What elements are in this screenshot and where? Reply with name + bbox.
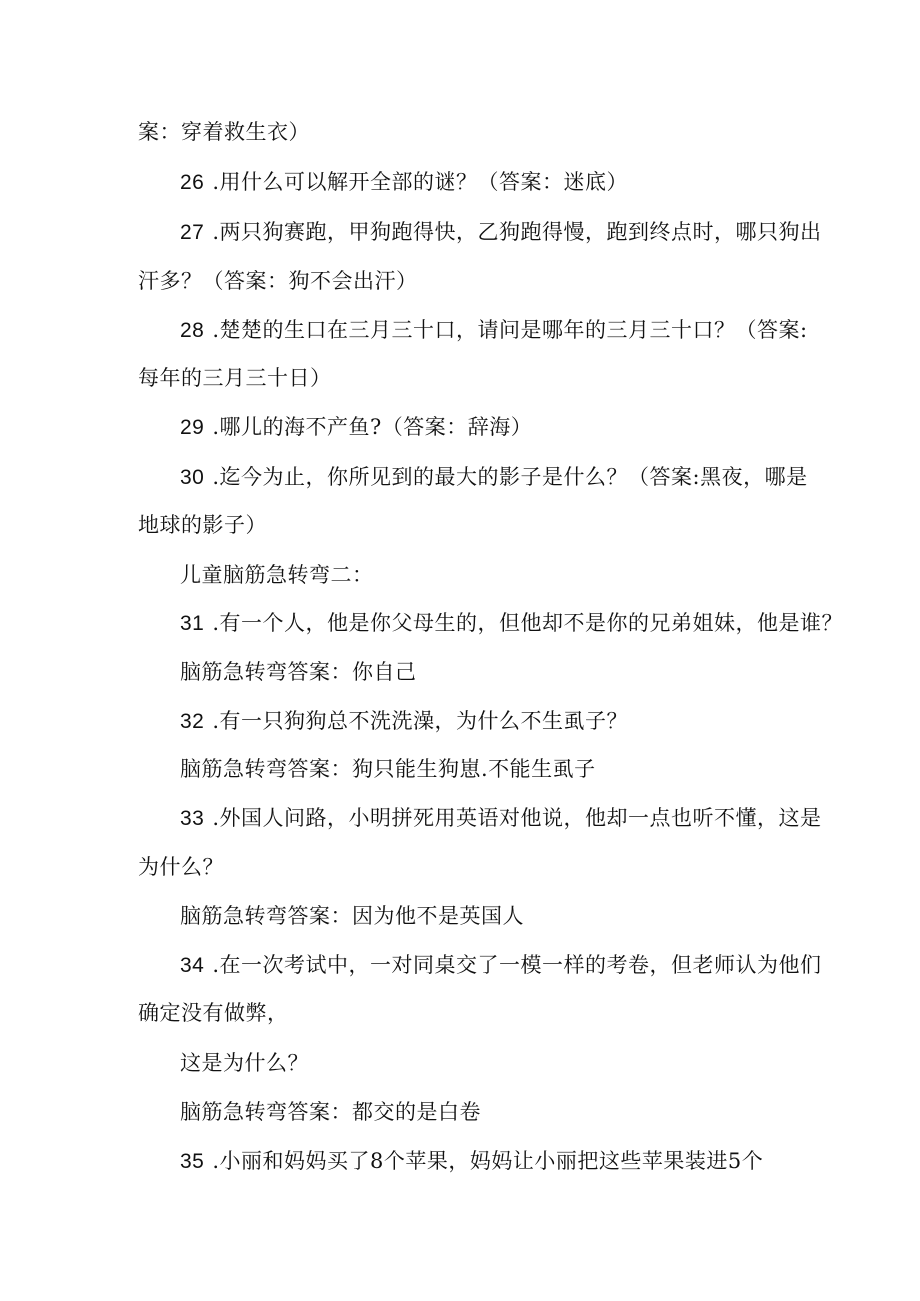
text-line xyxy=(138,852,224,882)
line-text: 脑筋急转弯答案：你自己 xyxy=(180,660,417,684)
question-30 xyxy=(180,462,808,493)
line-text: 脑筋急转弯答案：都交的是白卷 xyxy=(180,1100,481,1124)
question-number: 32 xyxy=(180,710,205,733)
question-35 xyxy=(180,1146,763,1177)
question-number: 34 xyxy=(180,954,205,977)
question-34 xyxy=(180,950,822,981)
line-text: 脑筋急转弯答案：因为他不是英国人 xyxy=(180,904,524,928)
answer-line xyxy=(180,754,596,784)
question-28 xyxy=(180,315,808,346)
line-text: 确定没有做弊， xyxy=(138,1001,289,1025)
answer-line xyxy=(180,901,524,931)
section-heading xyxy=(180,560,374,590)
text-line xyxy=(180,1048,309,1078)
question-text: .有一个人，他是你父母生的，但他却不是你的兄弟姐妹，他是谁？ xyxy=(212,611,844,635)
question-number: 33 xyxy=(180,807,205,830)
question-number: 27 xyxy=(180,221,205,244)
question-29 xyxy=(180,412,532,443)
line-text: 地球的影子） xyxy=(138,513,267,537)
line-text: 儿童脑筋急转弯二： xyxy=(180,563,374,587)
text-line xyxy=(138,363,332,393)
answer-line xyxy=(180,1097,481,1127)
line-text: 每年的三月三十日） xyxy=(138,366,332,390)
question-32 xyxy=(180,706,628,737)
question-number: 31 xyxy=(180,612,205,635)
question-number: 30 xyxy=(180,466,205,489)
question-number: 35 xyxy=(180,1150,205,1173)
line-text: 案：穿着救生衣） xyxy=(138,120,310,144)
line-text: 脑筋急转弯答案：狗只能生狗崽.不能生虱子 xyxy=(180,757,596,781)
text-line xyxy=(138,998,289,1028)
question-text: .迄今为止，你所见到的最大的影子是什么？（答案:黑夜，哪是 xyxy=(212,465,808,489)
question-text: .楚楚的生口在三月三十口，请问是哪年的三月三十口？（答案: xyxy=(212,318,808,342)
answer-line xyxy=(180,657,417,687)
question-33 xyxy=(180,803,822,834)
line-text: 汗多？（答案：狗不会出汗） xyxy=(138,269,418,293)
line-text: 为什么？ xyxy=(138,855,224,879)
text-line xyxy=(138,117,310,147)
question-text: .用什么可以解开全部的谜？（答案：迷底） xyxy=(212,170,629,194)
question-26 xyxy=(180,167,628,198)
question-31 xyxy=(180,608,843,639)
question-text: .有一只狗狗总不洗洗澡，为什么不生虱子？ xyxy=(212,709,629,733)
question-text: .哪儿的海不产鱼?（答案：辞海） xyxy=(212,415,533,439)
text-line xyxy=(138,266,418,296)
question-text: .在一次考试中，一对同桌交了一模一样的考卷，但老师认为他们 xyxy=(212,953,822,977)
question-text: .小丽和妈妈买了8个苹果，妈妈让小丽把这些苹果装进5个 xyxy=(212,1149,764,1173)
question-number: 28 xyxy=(180,319,205,342)
question-number: 26 xyxy=(180,171,205,194)
text-line xyxy=(138,510,267,540)
question-text: .外国人问路，小明拼死用英语对他说，他却一点也听不懂，这是 xyxy=(212,806,822,830)
question-number: 29 xyxy=(180,416,205,439)
line-text: 这是为什么？ xyxy=(180,1051,309,1075)
question-27 xyxy=(180,217,822,248)
question-text: .两只狗赛跑，甲狗跑得快，乙狗跑得慢，跑到终点时，哪只狗出 xyxy=(212,220,822,244)
